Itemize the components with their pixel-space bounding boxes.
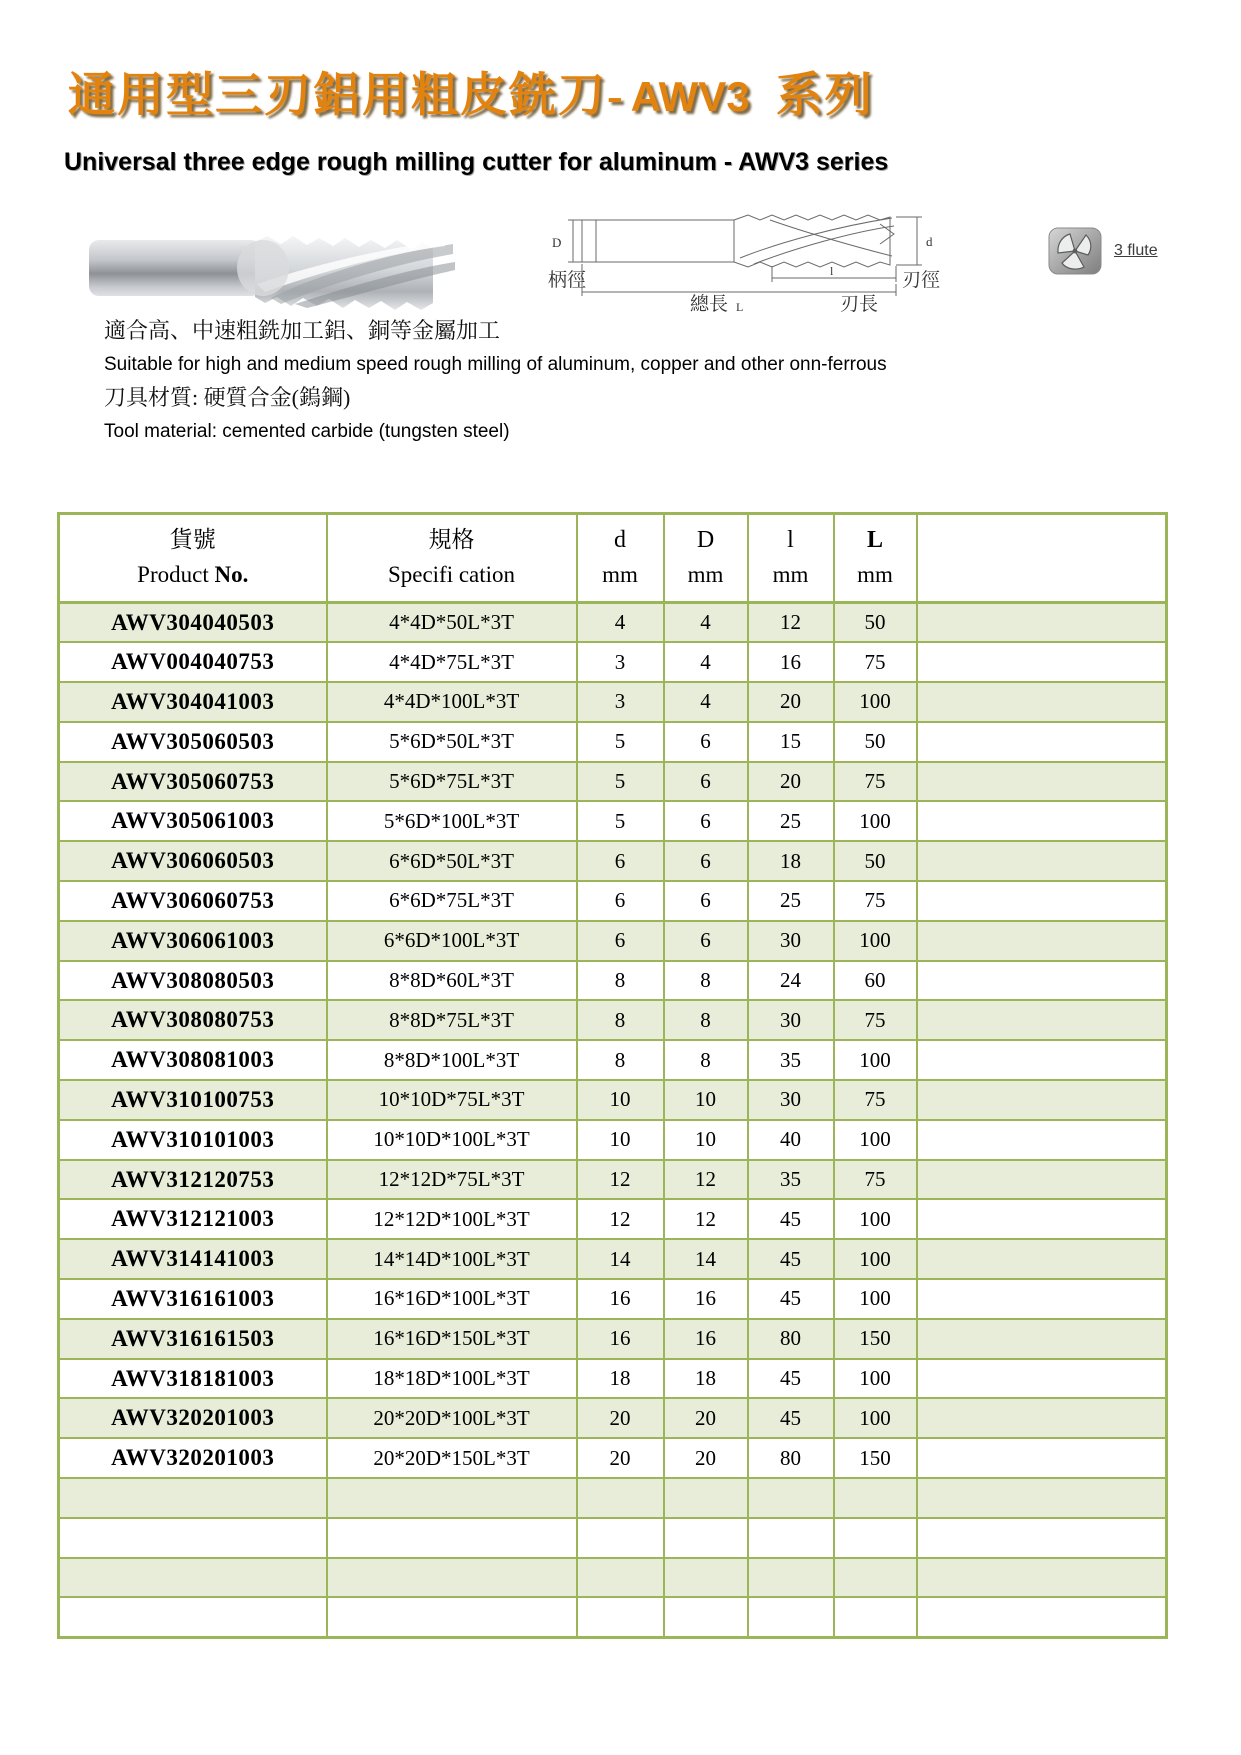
value-cell <box>327 1478 577 1518</box>
product-no-cell: AWV004040753 <box>59 642 327 682</box>
value-cell <box>327 1597 577 1637</box>
value-cell: 20 <box>577 1438 664 1478</box>
value-cell: 80 <box>748 1319 834 1359</box>
product-no-cell: AWV316161503 <box>59 1319 327 1359</box>
notes-cell <box>917 961 1167 1001</box>
header-specification <box>327 514 577 603</box>
product-no-cell: AWV320201003 <box>59 1438 327 1478</box>
product-no-cell: AWV308080753 <box>59 1000 327 1040</box>
table-row <box>59 722 1167 762</box>
value-cell: 8 <box>577 961 664 1001</box>
value-cell: 60 <box>834 961 917 1001</box>
flute-badge <box>1048 226 1238 276</box>
value-cell <box>664 1518 748 1558</box>
value-cell: 10 <box>664 1120 748 1160</box>
page-title <box>68 58 874 125</box>
product-no-cell: AWV304040503 <box>59 603 327 643</box>
value-cell: 30 <box>748 1080 834 1120</box>
value-cell: 16 <box>577 1319 664 1359</box>
header-specification-zh: 規格 <box>428 527 475 552</box>
dim-D-label: D <box>552 235 562 250</box>
value-cell: 10*10D*100L*3T <box>327 1120 577 1160</box>
value-cell: 100 <box>834 1199 917 1239</box>
table-row-empty <box>59 1558 1167 1598</box>
value-cell: 5*6D*50L*3T <box>327 722 577 762</box>
value-cell: 100 <box>834 921 917 961</box>
three-flute-icon <box>1048 227 1102 275</box>
value-cell: 6*6D*100L*3T <box>327 921 577 961</box>
notes-cell <box>917 1558 1167 1598</box>
value-cell: 150 <box>834 1438 917 1478</box>
notes-cell <box>917 1319 1167 1359</box>
value-cell <box>577 1478 664 1518</box>
value-cell <box>834 1597 917 1637</box>
value-cell: 75 <box>834 1160 917 1200</box>
description-zh-1: 適合高、中速粗銑加工鋁、銅等金屬加工 <box>104 318 501 343</box>
value-cell: 16 <box>664 1279 748 1319</box>
end-mill-photo <box>85 224 461 312</box>
flute-length-symbol: l <box>830 264 834 278</box>
value-cell: 100 <box>834 1279 917 1319</box>
value-cell: 6 <box>664 841 748 881</box>
value-cell: 16 <box>577 1279 664 1319</box>
value-cell: 8 <box>664 961 748 1001</box>
value-cell: 12 <box>577 1199 664 1239</box>
value-cell: 18 <box>748 841 834 881</box>
value-cell: 6 <box>577 921 664 961</box>
value-cell: 100 <box>834 801 917 841</box>
value-cell <box>664 1558 748 1598</box>
table-row <box>59 1359 1167 1399</box>
value-cell: 80 <box>748 1438 834 1478</box>
value-cell: 75 <box>834 1000 917 1040</box>
value-cell: 20 <box>664 1398 748 1438</box>
total-length-label: 總長 <box>690 294 729 315</box>
value-cell: 8 <box>664 1000 748 1040</box>
product-no-cell: AWV316161003 <box>59 1279 327 1319</box>
value-cell: 10 <box>577 1080 664 1120</box>
table-row <box>59 1239 1167 1279</box>
value-cell: 6*6D*50L*3T <box>327 841 577 881</box>
value-cell: 15 <box>748 722 834 762</box>
value-cell: 14 <box>664 1239 748 1279</box>
product-no-cell: AWV312120753 <box>59 1160 327 1200</box>
table-row <box>59 1040 1167 1080</box>
value-cell: 14*14D*100L*3T <box>327 1239 577 1279</box>
notes-cell <box>917 1518 1167 1558</box>
value-cell: 4 <box>664 682 748 722</box>
value-cell: 50 <box>834 603 917 643</box>
value-cell: 30 <box>748 1000 834 1040</box>
value-cell: 3 <box>577 682 664 722</box>
header-L: L mm <box>834 514 917 603</box>
value-cell: 75 <box>834 1080 917 1120</box>
value-cell: 4 <box>664 603 748 643</box>
shank-dia-label: 柄徑 <box>548 270 587 291</box>
table-row <box>59 642 1167 682</box>
table-row <box>59 1080 1167 1120</box>
value-cell: 20 <box>748 682 834 722</box>
value-cell: 16 <box>748 642 834 682</box>
value-cell <box>327 1558 577 1598</box>
value-cell: 6 <box>664 881 748 921</box>
value-cell: 10*10D*75L*3T <box>327 1080 577 1120</box>
value-cell: 35 <box>748 1040 834 1080</box>
table-row <box>59 603 1167 643</box>
value-cell: 6 <box>577 881 664 921</box>
table-row <box>59 1120 1167 1160</box>
header-product-no-en: Product No. <box>137 562 249 587</box>
value-cell: 45 <box>748 1279 834 1319</box>
value-cell: 5*6D*75L*3T <box>327 762 577 802</box>
value-cell: 20 <box>577 1398 664 1438</box>
value-cell: 4*4D*75L*3T <box>327 642 577 682</box>
notes-cell <box>917 1359 1167 1399</box>
value-cell: 18 <box>664 1359 748 1399</box>
product-no-cell <box>59 1518 327 1558</box>
value-cell: 5 <box>577 801 664 841</box>
notes-cell <box>917 881 1167 921</box>
description-zh-2: 刀具材質: 硬質合金(鎢鋼) <box>104 385 351 410</box>
product-no-cell <box>59 1558 327 1598</box>
header-product-no-zh: 貨號 <box>169 527 216 552</box>
table-row <box>59 1199 1167 1239</box>
product-no-cell: AWV306060503 <box>59 841 327 881</box>
notes-cell <box>917 642 1167 682</box>
table-row <box>59 961 1167 1001</box>
notes-cell <box>917 1080 1167 1120</box>
dimension-drawing-image <box>540 190 940 315</box>
dimension-drawing <box>540 190 940 315</box>
notes-cell <box>917 1239 1167 1279</box>
value-cell: 18*18D*100L*3T <box>327 1359 577 1399</box>
value-cell: 8 <box>664 1040 748 1080</box>
product-no-cell: AWV305061003 <box>59 801 327 841</box>
value-cell: 45 <box>748 1398 834 1438</box>
value-cell: 3 <box>577 642 664 682</box>
value-cell: 100 <box>834 1040 917 1080</box>
value-cell: 12 <box>664 1160 748 1200</box>
notes-cell <box>917 1279 1167 1319</box>
value-cell: 16*16D*100L*3T <box>327 1279 577 1319</box>
product-no-cell: AWV308081003 <box>59 1040 327 1080</box>
notes-cell <box>917 1199 1167 1239</box>
notes-cell <box>917 1040 1167 1080</box>
product-table <box>57 512 1168 1639</box>
product-table-body <box>59 603 1167 1638</box>
value-cell <box>327 1518 577 1558</box>
value-cell: 10 <box>664 1080 748 1120</box>
value-cell: 6 <box>577 841 664 881</box>
value-cell: 5 <box>577 722 664 762</box>
value-cell <box>834 1478 917 1518</box>
table-row <box>59 1160 1167 1200</box>
value-cell: 6*6D*75L*3T <box>327 881 577 921</box>
table-row <box>59 682 1167 722</box>
value-cell: 12 <box>577 1160 664 1200</box>
cut-dia-label: 刃徑 <box>902 270 940 291</box>
notes-cell <box>917 1120 1167 1160</box>
value-cell <box>748 1597 834 1637</box>
value-cell: 50 <box>834 722 917 762</box>
notes-cell <box>917 1438 1167 1478</box>
header-specification-en: Specifi cation <box>387 562 516 587</box>
table-row <box>59 1438 1167 1478</box>
value-cell: 16 <box>664 1319 748 1359</box>
value-cell <box>748 1478 834 1518</box>
product-no-cell: AWV305060753 <box>59 762 327 802</box>
value-cell <box>664 1597 748 1637</box>
value-cell: 75 <box>834 642 917 682</box>
notes-cell <box>917 722 1167 762</box>
product-no-cell: AWV310101003 <box>59 1120 327 1160</box>
table-row <box>59 762 1167 802</box>
product-no-cell: AWV305060503 <box>59 722 327 762</box>
value-cell: 75 <box>834 881 917 921</box>
description-en-1: Suitable for high and medium speed rough milling of aluminum, copper and other onn-ferrous <box>104 354 887 375</box>
notes-cell <box>917 682 1167 722</box>
value-cell: 20 <box>664 1438 748 1478</box>
table-row-empty <box>59 1478 1167 1518</box>
description-block <box>104 314 1104 448</box>
value-cell: 16*16D*150L*3T <box>327 1319 577 1359</box>
value-cell: 6 <box>664 722 748 762</box>
value-cell: 20*20D*100L*3T <box>327 1398 577 1438</box>
table-row-empty <box>59 1597 1167 1637</box>
value-cell: 45 <box>748 1239 834 1279</box>
notes-cell <box>917 1160 1167 1200</box>
notes-cell <box>917 762 1167 802</box>
page-subtitle: Universal three edge rough milling cutter for aluminum - AWV3 series <box>64 148 889 176</box>
value-cell: 12 <box>664 1199 748 1239</box>
value-cell <box>577 1597 664 1637</box>
value-cell: 8*8D*60L*3T <box>327 961 577 1001</box>
value-cell: 50 <box>834 841 917 881</box>
value-cell: 100 <box>834 1398 917 1438</box>
value-cell: 100 <box>834 682 917 722</box>
table-row <box>59 921 1167 961</box>
total-length-symbol: L <box>736 300 744 314</box>
page-title-zh: 通用型三刃鋁用粗皮銑刀- <box>68 70 625 122</box>
value-cell: 4*4D*100L*3T <box>327 682 577 722</box>
product-no-cell: AWV304041003 <box>59 682 327 722</box>
header-notes <box>917 514 1167 603</box>
notes-cell <box>917 1478 1167 1518</box>
value-cell: 18 <box>577 1359 664 1399</box>
table-row <box>59 841 1167 881</box>
flute-length-label: 刃長 <box>840 294 879 315</box>
value-cell <box>834 1518 917 1558</box>
value-cell <box>748 1518 834 1558</box>
value-cell <box>577 1518 664 1558</box>
product-no-cell: AWV314141003 <box>59 1239 327 1279</box>
value-cell: 20 <box>748 762 834 802</box>
value-cell: 5 <box>577 762 664 802</box>
notes-cell <box>917 921 1167 961</box>
value-cell: 12 <box>748 603 834 643</box>
value-cell: 8 <box>577 1000 664 1040</box>
notes-cell <box>917 1597 1167 1637</box>
value-cell: 30 <box>748 921 834 961</box>
header-d: d mm <box>577 514 664 603</box>
value-cell: 100 <box>834 1359 917 1399</box>
product-table-header <box>59 514 1167 603</box>
value-cell: 14 <box>577 1239 664 1279</box>
table-row <box>59 1279 1167 1319</box>
value-cell: 150 <box>834 1319 917 1359</box>
value-cell: 4 <box>664 642 748 682</box>
value-cell <box>664 1478 748 1518</box>
value-cell: 25 <box>748 801 834 841</box>
value-cell <box>748 1558 834 1598</box>
dim-d-label: d <box>926 234 933 249</box>
table-row <box>59 1000 1167 1040</box>
value-cell: 24 <box>748 961 834 1001</box>
product-no-cell: AWV312121003 <box>59 1199 327 1239</box>
value-cell: 10 <box>577 1120 664 1160</box>
header-D: D mm <box>664 514 748 603</box>
product-no-cell: AWV310100753 <box>59 1080 327 1120</box>
table-row <box>59 881 1167 921</box>
flute-badge-label: 3 flute <box>1114 242 1158 259</box>
page-title-suffix: 系列 <box>775 70 874 122</box>
value-cell: 25 <box>748 881 834 921</box>
notes-cell <box>917 1000 1167 1040</box>
value-cell: 35 <box>748 1160 834 1200</box>
value-cell: 45 <box>748 1199 834 1239</box>
value-cell: 6 <box>664 921 748 961</box>
value-cell: 12*12D*100L*3T <box>327 1199 577 1239</box>
header-product-no <box>59 514 327 603</box>
value-cell: 4 <box>577 603 664 643</box>
product-no-cell: AWV308080503 <box>59 961 327 1001</box>
table-row <box>59 1319 1167 1359</box>
value-cell: 8*8D*100L*3T <box>327 1040 577 1080</box>
value-cell: 8*8D*75L*3T <box>327 1000 577 1040</box>
value-cell: 40 <box>748 1120 834 1160</box>
notes-cell <box>917 841 1167 881</box>
table-row-empty <box>59 1518 1167 1558</box>
notes-cell <box>917 603 1167 643</box>
product-no-cell <box>59 1597 327 1637</box>
header-l: l mm <box>748 514 834 603</box>
value-cell: 6 <box>664 801 748 841</box>
value-cell <box>577 1558 664 1598</box>
value-cell: 8 <box>577 1040 664 1080</box>
value-cell: 45 <box>748 1359 834 1399</box>
value-cell: 4*4D*50L*3T <box>327 603 577 643</box>
value-cell: 6 <box>664 762 748 802</box>
value-cell <box>834 1558 917 1598</box>
notes-cell <box>917 801 1167 841</box>
product-no-cell: AWV320201003 <box>59 1398 327 1438</box>
value-cell: 75 <box>834 762 917 802</box>
table-row <box>59 801 1167 841</box>
product-no-cell: AWV306060753 <box>59 881 327 921</box>
page-title-model: AWV3 <box>630 73 750 120</box>
description-en-2: Tool material: cemented carbide (tungsten steel) <box>104 421 510 442</box>
product-no-cell: AWV306061003 <box>59 921 327 961</box>
end-mill-photo-image <box>85 224 461 312</box>
product-no-cell: AWV318181003 <box>59 1359 327 1399</box>
value-cell: 20*20D*150L*3T <box>327 1438 577 1478</box>
value-cell: 12*12D*75L*3T <box>327 1160 577 1200</box>
value-cell: 5*6D*100L*3T <box>327 801 577 841</box>
notes-cell <box>917 1398 1167 1438</box>
product-no-cell <box>59 1478 327 1518</box>
table-row <box>59 1398 1167 1438</box>
value-cell: 100 <box>834 1120 917 1160</box>
value-cell: 100 <box>834 1239 917 1279</box>
